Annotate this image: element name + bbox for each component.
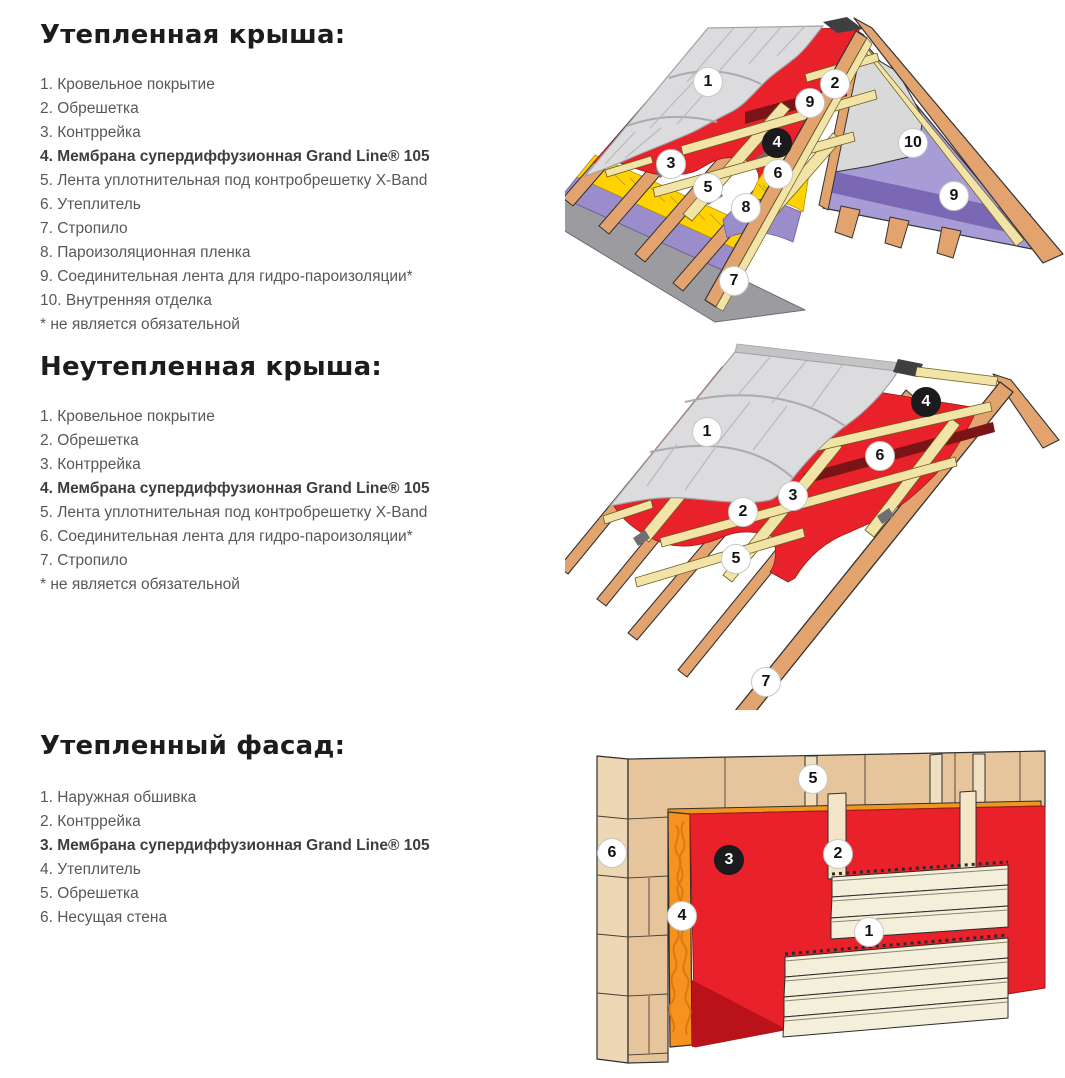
legend-item: 9. Соединительная лента для гидро-пароизоляции* <box>40 268 413 285</box>
diagram-badge-10: 10 <box>898 128 928 158</box>
diagram-badge-3: 3 <box>778 481 808 511</box>
section-heading-insulated-facade: Утепленный фасад: <box>40 731 346 761</box>
legend-item: 4. Утеплитель <box>40 861 141 878</box>
diagram-badge-6: 6 <box>597 838 627 868</box>
diagram-badge-1: 1 <box>693 67 723 97</box>
insulated-roof-illustration <box>565 0 1065 330</box>
diagram-badge-5: 5 <box>693 173 723 203</box>
legend-item: 3. Контррейка <box>40 124 141 141</box>
legend-item: 5. Лента уплотнительная под контробрешетку X-Band <box>40 172 428 189</box>
diagram-badge-5: 5 <box>721 544 751 574</box>
legend-item: 4. Мембрана супердиффузионная Grand Line® 105 <box>40 148 430 165</box>
cold-roof-illustration <box>565 340 1065 710</box>
legend-item: * не является обязательной <box>40 576 240 593</box>
legend-item: 5. Лента уплотнительная под контробрешетку X-Band <box>40 504 428 521</box>
diagram-badge-9: 9 <box>795 88 825 118</box>
section-heading-cold-roof: Неутепленная крыша: <box>40 352 383 382</box>
diagram-badge-2: 2 <box>823 839 853 869</box>
legend-item: 10. Внутренняя отделка <box>40 292 212 309</box>
legend-list-insulated-roof <box>40 73 550 337</box>
legend-list-cold-roof <box>40 405 550 597</box>
cold-roof-diagram <box>565 340 1065 710</box>
legend-item: 6. Несущая стена <box>40 909 168 926</box>
legend-list-insulated-facade <box>40 786 550 930</box>
diagram-badge-4: 4 <box>762 128 792 158</box>
diagram-badge-7: 7 <box>719 266 749 296</box>
legend-item: 2. Контррейка <box>40 813 141 830</box>
legend-item: 1. Наружная обшивка <box>40 789 197 806</box>
diagram-badge-5: 5 <box>798 764 828 794</box>
insulated-facade-diagram <box>565 730 1065 1078</box>
diagram-badge-2: 2 <box>820 69 850 99</box>
diagram-badge-3: 3 <box>714 845 744 875</box>
legend-item: 7. Стропило <box>40 220 128 237</box>
legend-item: 2. Обрешетка <box>40 432 139 449</box>
section-heading-insulated-roof: Утепленная крыша: <box>40 20 346 50</box>
diagram-badge-6: 6 <box>865 441 895 471</box>
legend-item: 2. Обрешетка <box>40 100 139 117</box>
diagram-badge-2: 2 <box>728 497 758 527</box>
diagram-badge-8: 8 <box>731 193 761 223</box>
insulated-roof-diagram <box>565 0 1065 330</box>
legend-item: 3. Мембрана супердиффузионная Grand Line® 105 <box>40 837 430 854</box>
legend-item: 8. Пароизоляционная пленка <box>40 244 251 261</box>
legend-item: 1. Кровельное покрытие <box>40 408 215 425</box>
diagram-badge-1: 1 <box>692 417 722 447</box>
diagram-badge-9: 9 <box>939 181 969 211</box>
legend-item: 6. Утеплитель <box>40 196 141 213</box>
legend-item: 4. Мембрана супердиффузионная Grand Line® 105 <box>40 480 430 497</box>
insulated-facade-illustration <box>565 730 1065 1078</box>
ridge-batten <box>915 367 998 386</box>
diagram-badge-4: 4 <box>911 387 941 417</box>
diagram-badge-6: 6 <box>763 159 793 189</box>
diagram-badge-4: 4 <box>667 901 697 931</box>
legend-item: * не является обязательной <box>40 316 240 333</box>
legend-item: 3. Контррейка <box>40 456 141 473</box>
legend-item: 7. Стропило <box>40 552 128 569</box>
diagram-badge-1: 1 <box>854 917 884 947</box>
legend-item: 1. Кровельное покрытие <box>40 76 215 93</box>
legend-item: 6. Соединительная лента для гидро-пароизоляции* <box>40 528 413 545</box>
diagram-badge-7: 7 <box>751 667 781 697</box>
legend-item: 5. Обрешетка <box>40 885 139 902</box>
diagram-badge-3: 3 <box>656 149 686 179</box>
